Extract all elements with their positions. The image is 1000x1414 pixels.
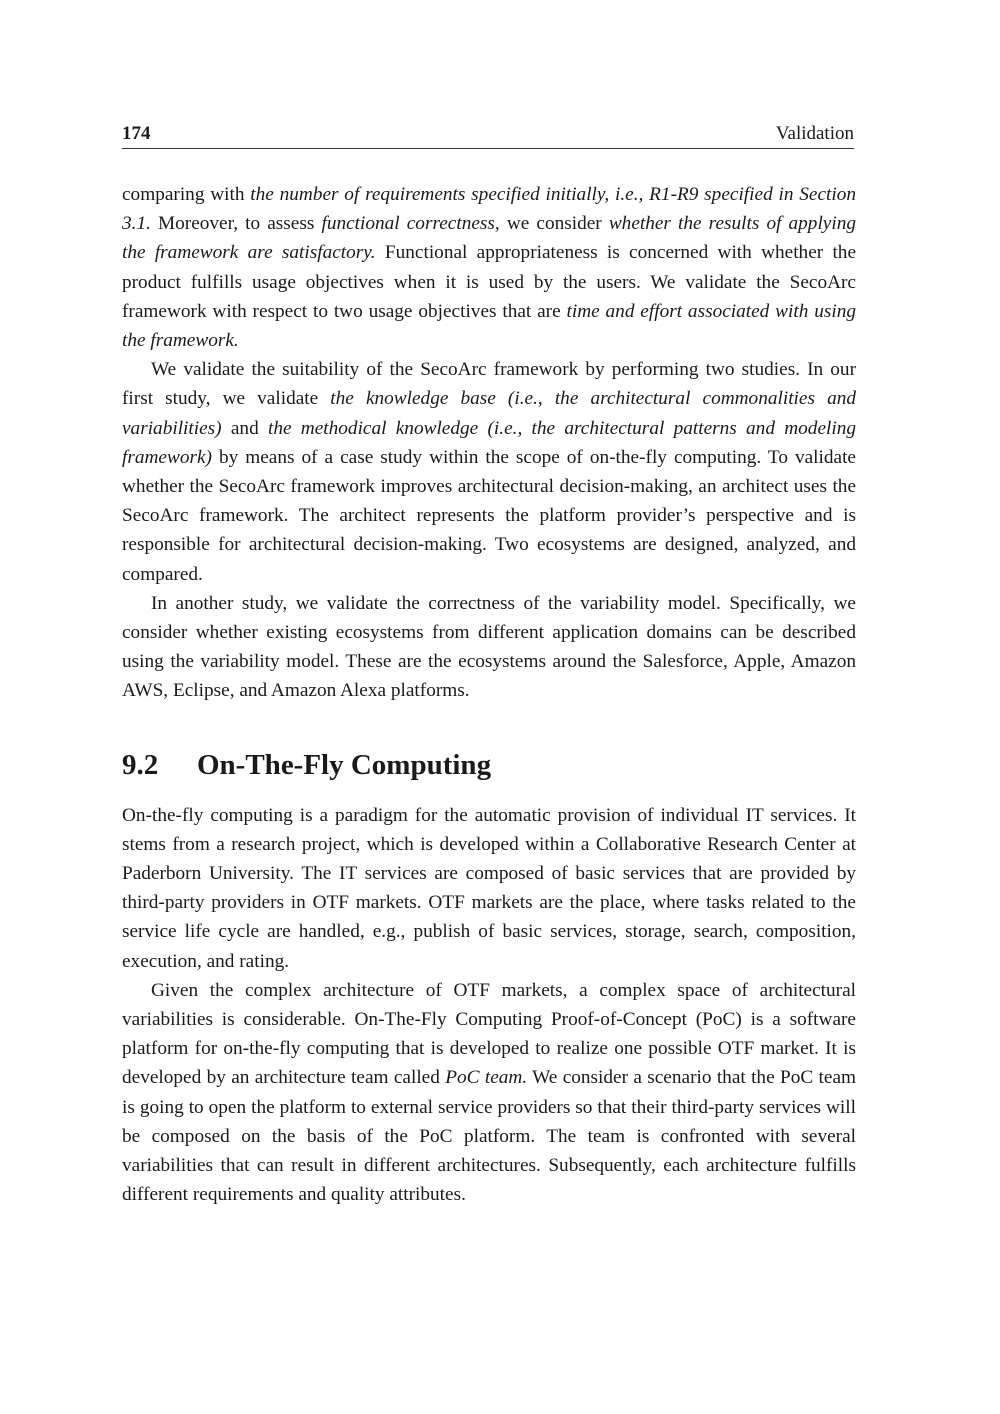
page-number: 174 xyxy=(122,123,151,144)
paragraph-text: We consider a scenario that the PoC team is going to open the platform to external service providers so that their third-party services will be composed on the basis of the PoC platform. The team is confronted with several variabilities that can result in different architectures. Subsequently, each architecture fulfills different requirements and quality attributes. xyxy=(122,1067,856,1206)
paragraph-text: Moreover, to assess xyxy=(150,213,322,235)
italic-phrase: the knowledge base (i.e., the architectural commonalities and variabilities) xyxy=(122,388,856,439)
running-header xyxy=(122,120,854,149)
paragraph-poc xyxy=(122,976,856,1210)
paragraph-text: by means of a case study within the scope of on-the-fly computing. To validate whether the SecoArc framework improves architectural decision-making, an architect uses the SecoArc framework. The architect represents the platform provider’s perspective and is responsible for architectural decision-making. Two ecosystems are designed, analyzed, and compared. xyxy=(122,446,856,585)
section-number: 9.2 xyxy=(122,748,159,781)
paragraph-text: , we consider xyxy=(494,213,609,235)
section-heading xyxy=(122,747,856,783)
paragraph-validation-criteria xyxy=(122,180,856,355)
paragraph-suitability xyxy=(122,355,856,589)
paragraph-text: Given the complex architecture of OTF markets, a complex space of architectural variabilities is considerable. On-The-Fly Computing Proof-of-Concept (PoC) is a software platform for on-the-fly computing that is developed to realize one possible OTF market. It is developed by an architecture team called xyxy=(122,979,856,1089)
page-body xyxy=(122,180,856,1210)
paragraph-text: We validate the suitability of the SecoArc framework by performing two studies. In our first study, we validate xyxy=(122,359,856,410)
italic-phrase: time and effort associated with using the framework. xyxy=(122,300,857,352)
italic-phrase: whether the results of applying the framework are satisfactory. xyxy=(122,213,857,264)
section-title: On-The-Fly Computing xyxy=(197,748,492,781)
paragraph-text: comparing with xyxy=(122,184,251,205)
italic-phrase: functional correctness xyxy=(321,213,495,235)
paragraph-text: and xyxy=(221,417,268,439)
paragraph-variability-model: In another study, we validate the correctness of the variability model. Specifically, we consider whether existing ecosystems from different application domains can be described using the variability model. These are the ecosystems around the Salesforce, Apple, Amazon AWS, Eclipse, and Amazon Alexa platforms. xyxy=(122,592,856,702)
italic-phrase: the number of requirements specified initially, i.e., R1-R9 specified in Section 3.1. xyxy=(122,184,857,235)
italic-phrase: the methodical knowledge (i.e., the architectural patterns and modeling framework) xyxy=(122,417,856,468)
paragraph-otf-intro: On-the-fly computing is a paradigm for the automatic provision of individual IT services. It stems from a research project, which is developed within a Collaborative Research Center at Paderborn University. The IT services are composed of basic services that are provided by third-party providers in OTF markets. OTF markets are the place, where tasks related to the service life cycle are handled, e.g., publish of basic services, storage, search, composition, execution, and rating. xyxy=(122,804,856,972)
paragraph-text: Functional appropriateness is concerned with whether the product fulfills usage objectives when it is used by the users. We validate the SecoArc framework with respect to two usage objectives that are xyxy=(122,242,857,322)
running-title: Validation xyxy=(775,123,854,144)
italic-phrase: PoC team. xyxy=(445,1067,528,1089)
